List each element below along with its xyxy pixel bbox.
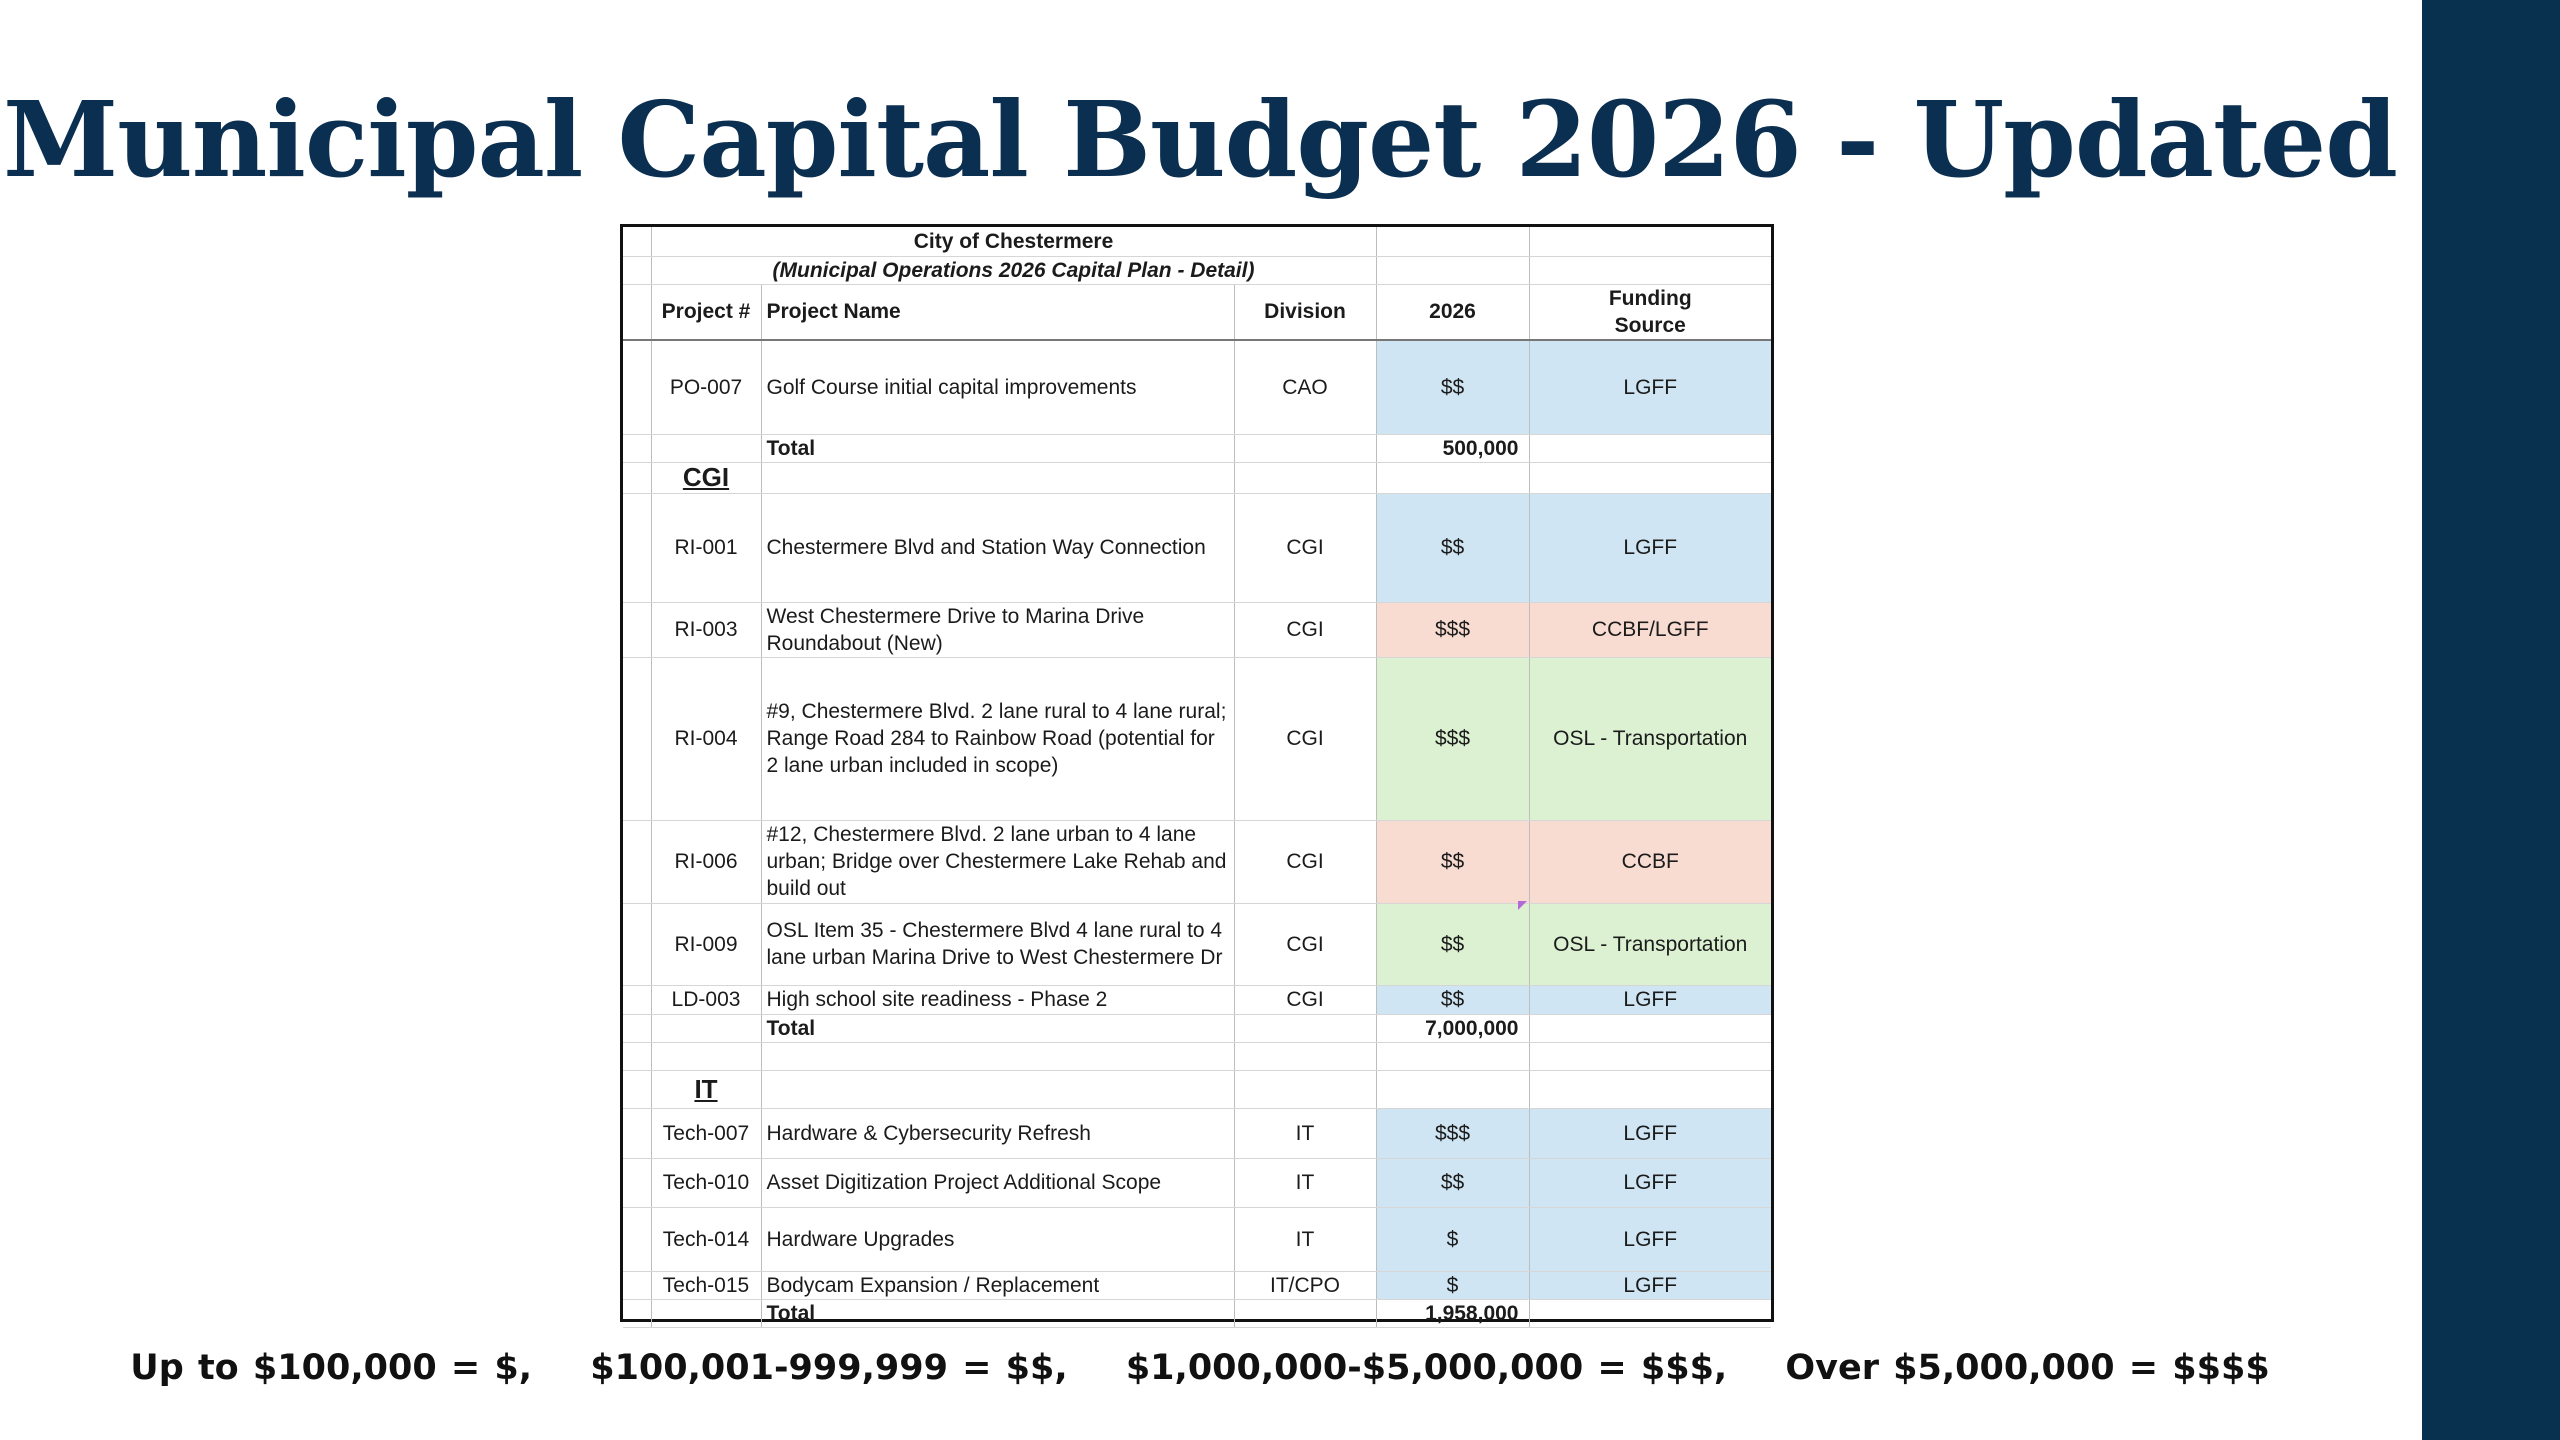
project-id: Tech-010	[651, 1158, 761, 1207]
division: CGI	[1234, 820, 1376, 903]
total-amount: 500,000	[1376, 434, 1529, 462]
cost-tier: $$$	[1376, 1108, 1529, 1158]
table-row	[623, 602, 1771, 657]
table-row	[623, 903, 1771, 985]
project-name: OSL Item 35 - Chestermere Blvd 4 lane rural to 4 lane urban Marina Drive to West Chestermere Dr	[761, 903, 1234, 985]
project-name: Asset Digitization Project Additional Scope	[761, 1158, 1234, 1207]
division: CGI	[1234, 903, 1376, 985]
project-id: RI-004	[651, 657, 761, 820]
total-amount: 1,958,000	[1376, 1299, 1529, 1327]
division: IT	[1234, 1108, 1376, 1158]
section-heading-it: IT	[651, 1070, 761, 1108]
section-row	[623, 462, 1771, 493]
side-accent-bar	[2422, 0, 2560, 1440]
header-funding	[1529, 284, 1771, 340]
table-row	[623, 1207, 1771, 1271]
cost-tier: $	[1376, 1271, 1529, 1299]
cost-tier: $$$	[1376, 602, 1529, 657]
project-id: Tech-015	[651, 1271, 761, 1299]
project-id: RI-009	[651, 903, 761, 985]
funding-source: LGFF	[1529, 1108, 1771, 1158]
funding-source: CCBF	[1529, 820, 1771, 903]
total-label: Total	[761, 434, 1234, 462]
table-row	[623, 1108, 1771, 1158]
header-row	[623, 284, 1771, 340]
division: CAO	[1234, 340, 1376, 434]
section-heading-cgi: CGI	[651, 462, 761, 493]
division: IT	[1234, 1207, 1376, 1271]
funding-source: LGFF	[1529, 1207, 1771, 1271]
total-amount: 7,000,000	[1376, 1014, 1529, 1042]
project-id: RI-001	[651, 493, 761, 602]
legend-tier-2: $100,001-999,999 = $$,	[590, 1348, 1068, 1388]
total-label: Total	[761, 1299, 1234, 1327]
cost-tier: $$	[1376, 903, 1529, 985]
total-row	[623, 1014, 1771, 1042]
division: IT/CPO	[1234, 1271, 1376, 1299]
table-row	[623, 1158, 1771, 1207]
cost-tier: $$	[1376, 493, 1529, 602]
project-name: High school site readiness - Phase 2	[761, 985, 1234, 1014]
funding-source: OSL - Transportation	[1529, 903, 1771, 985]
project-name: Golf Course initial capital improvements	[761, 340, 1234, 434]
legend-tier-1: Up to $100,000 = $,	[130, 1348, 533, 1388]
table-row	[623, 493, 1771, 602]
division: CGI	[1234, 657, 1376, 820]
project-id: PO-007	[651, 340, 761, 434]
total-label: Total	[761, 1014, 1234, 1042]
table-row	[623, 1271, 1771, 1299]
table-row	[623, 340, 1771, 434]
project-id: Tech-007	[651, 1108, 761, 1158]
header-funding-line1: Funding	[1608, 286, 1692, 310]
project-id: LD-003	[651, 985, 761, 1014]
cost-tier: $$	[1376, 340, 1529, 434]
project-name: Hardware Upgrades	[761, 1207, 1234, 1271]
project-name: West Chestermere Drive to Marina Drive Roundabout (New)	[761, 602, 1234, 657]
section-row	[623, 1070, 1771, 1108]
project-id: RI-003	[651, 602, 761, 657]
cost-tier: $$	[1376, 985, 1529, 1014]
funding-source: CCBF/LGFF	[1529, 602, 1771, 657]
cost-tier: $$$	[1376, 657, 1529, 820]
table-row	[623, 820, 1771, 903]
total-row	[623, 434, 1771, 462]
budget-table	[623, 227, 1771, 1328]
funding-source: LGFF	[1529, 1158, 1771, 1207]
header-division: Division	[1234, 284, 1376, 340]
funding-source: LGFF	[1529, 985, 1771, 1014]
comment-indicator	[1518, 901, 1527, 910]
spacer-row	[623, 1042, 1771, 1070]
division: CGI	[1234, 985, 1376, 1014]
cost-tier: $	[1376, 1207, 1529, 1271]
header-project-no: Project #	[651, 284, 761, 340]
division: CGI	[1234, 493, 1376, 602]
cost-tier: $$	[1376, 820, 1529, 903]
legend-tier-3: $1,000,000-$5,000,000 = $$$,	[1125, 1348, 1728, 1388]
header-project-name: Project Name	[761, 284, 1234, 340]
division: CGI	[1234, 602, 1376, 657]
project-id: RI-006	[651, 820, 761, 903]
project-name: Hardware & Cybersecurity Refresh	[761, 1108, 1234, 1158]
division: IT	[1234, 1158, 1376, 1207]
header-funding-line2: Source	[1614, 313, 1686, 337]
table-row	[623, 985, 1771, 1014]
legend-tier-4: Over $5,000,000 = $$$$	[1785, 1348, 2270, 1388]
header-year: 2026	[1376, 284, 1529, 340]
total-row	[623, 1299, 1771, 1327]
funding-source: LGFF	[1529, 1271, 1771, 1299]
caption-row	[623, 256, 1771, 284]
funding-source: OSL - Transportation	[1529, 657, 1771, 820]
project-name: Bodycam Expansion / Replacement	[761, 1271, 1234, 1299]
table-row	[623, 657, 1771, 820]
cost-tier-legend	[0, 1348, 2400, 1388]
cost-tier: $$	[1376, 1158, 1529, 1207]
budget-spreadsheet	[620, 224, 1774, 1325]
project-name: #12, Chestermere Blvd. 2 lane urban to 4 lane urban; Bridge over Chestermere Lake Rehab and build out	[761, 820, 1234, 903]
project-name: Chestermere Blvd and Station Way Connection	[761, 493, 1234, 602]
funding-source: LGFF	[1529, 493, 1771, 602]
caption-city: City of Chestermere	[651, 227, 1376, 256]
caption-plan: (Municipal Operations 2026 Capital Plan - Detail)	[651, 256, 1376, 284]
project-name: #9, Chestermere Blvd. 2 lane rural to 4 lane rural; Range Road 284 to Rainbow Road (potential for 2 lane urban included in scope)	[761, 657, 1234, 820]
project-id: Tech-014	[651, 1207, 761, 1271]
caption-row	[623, 227, 1771, 256]
slide-title: Municipal Capital Budget 2026 - Updated	[3, 78, 2397, 201]
funding-source: LGFF	[1529, 340, 1771, 434]
